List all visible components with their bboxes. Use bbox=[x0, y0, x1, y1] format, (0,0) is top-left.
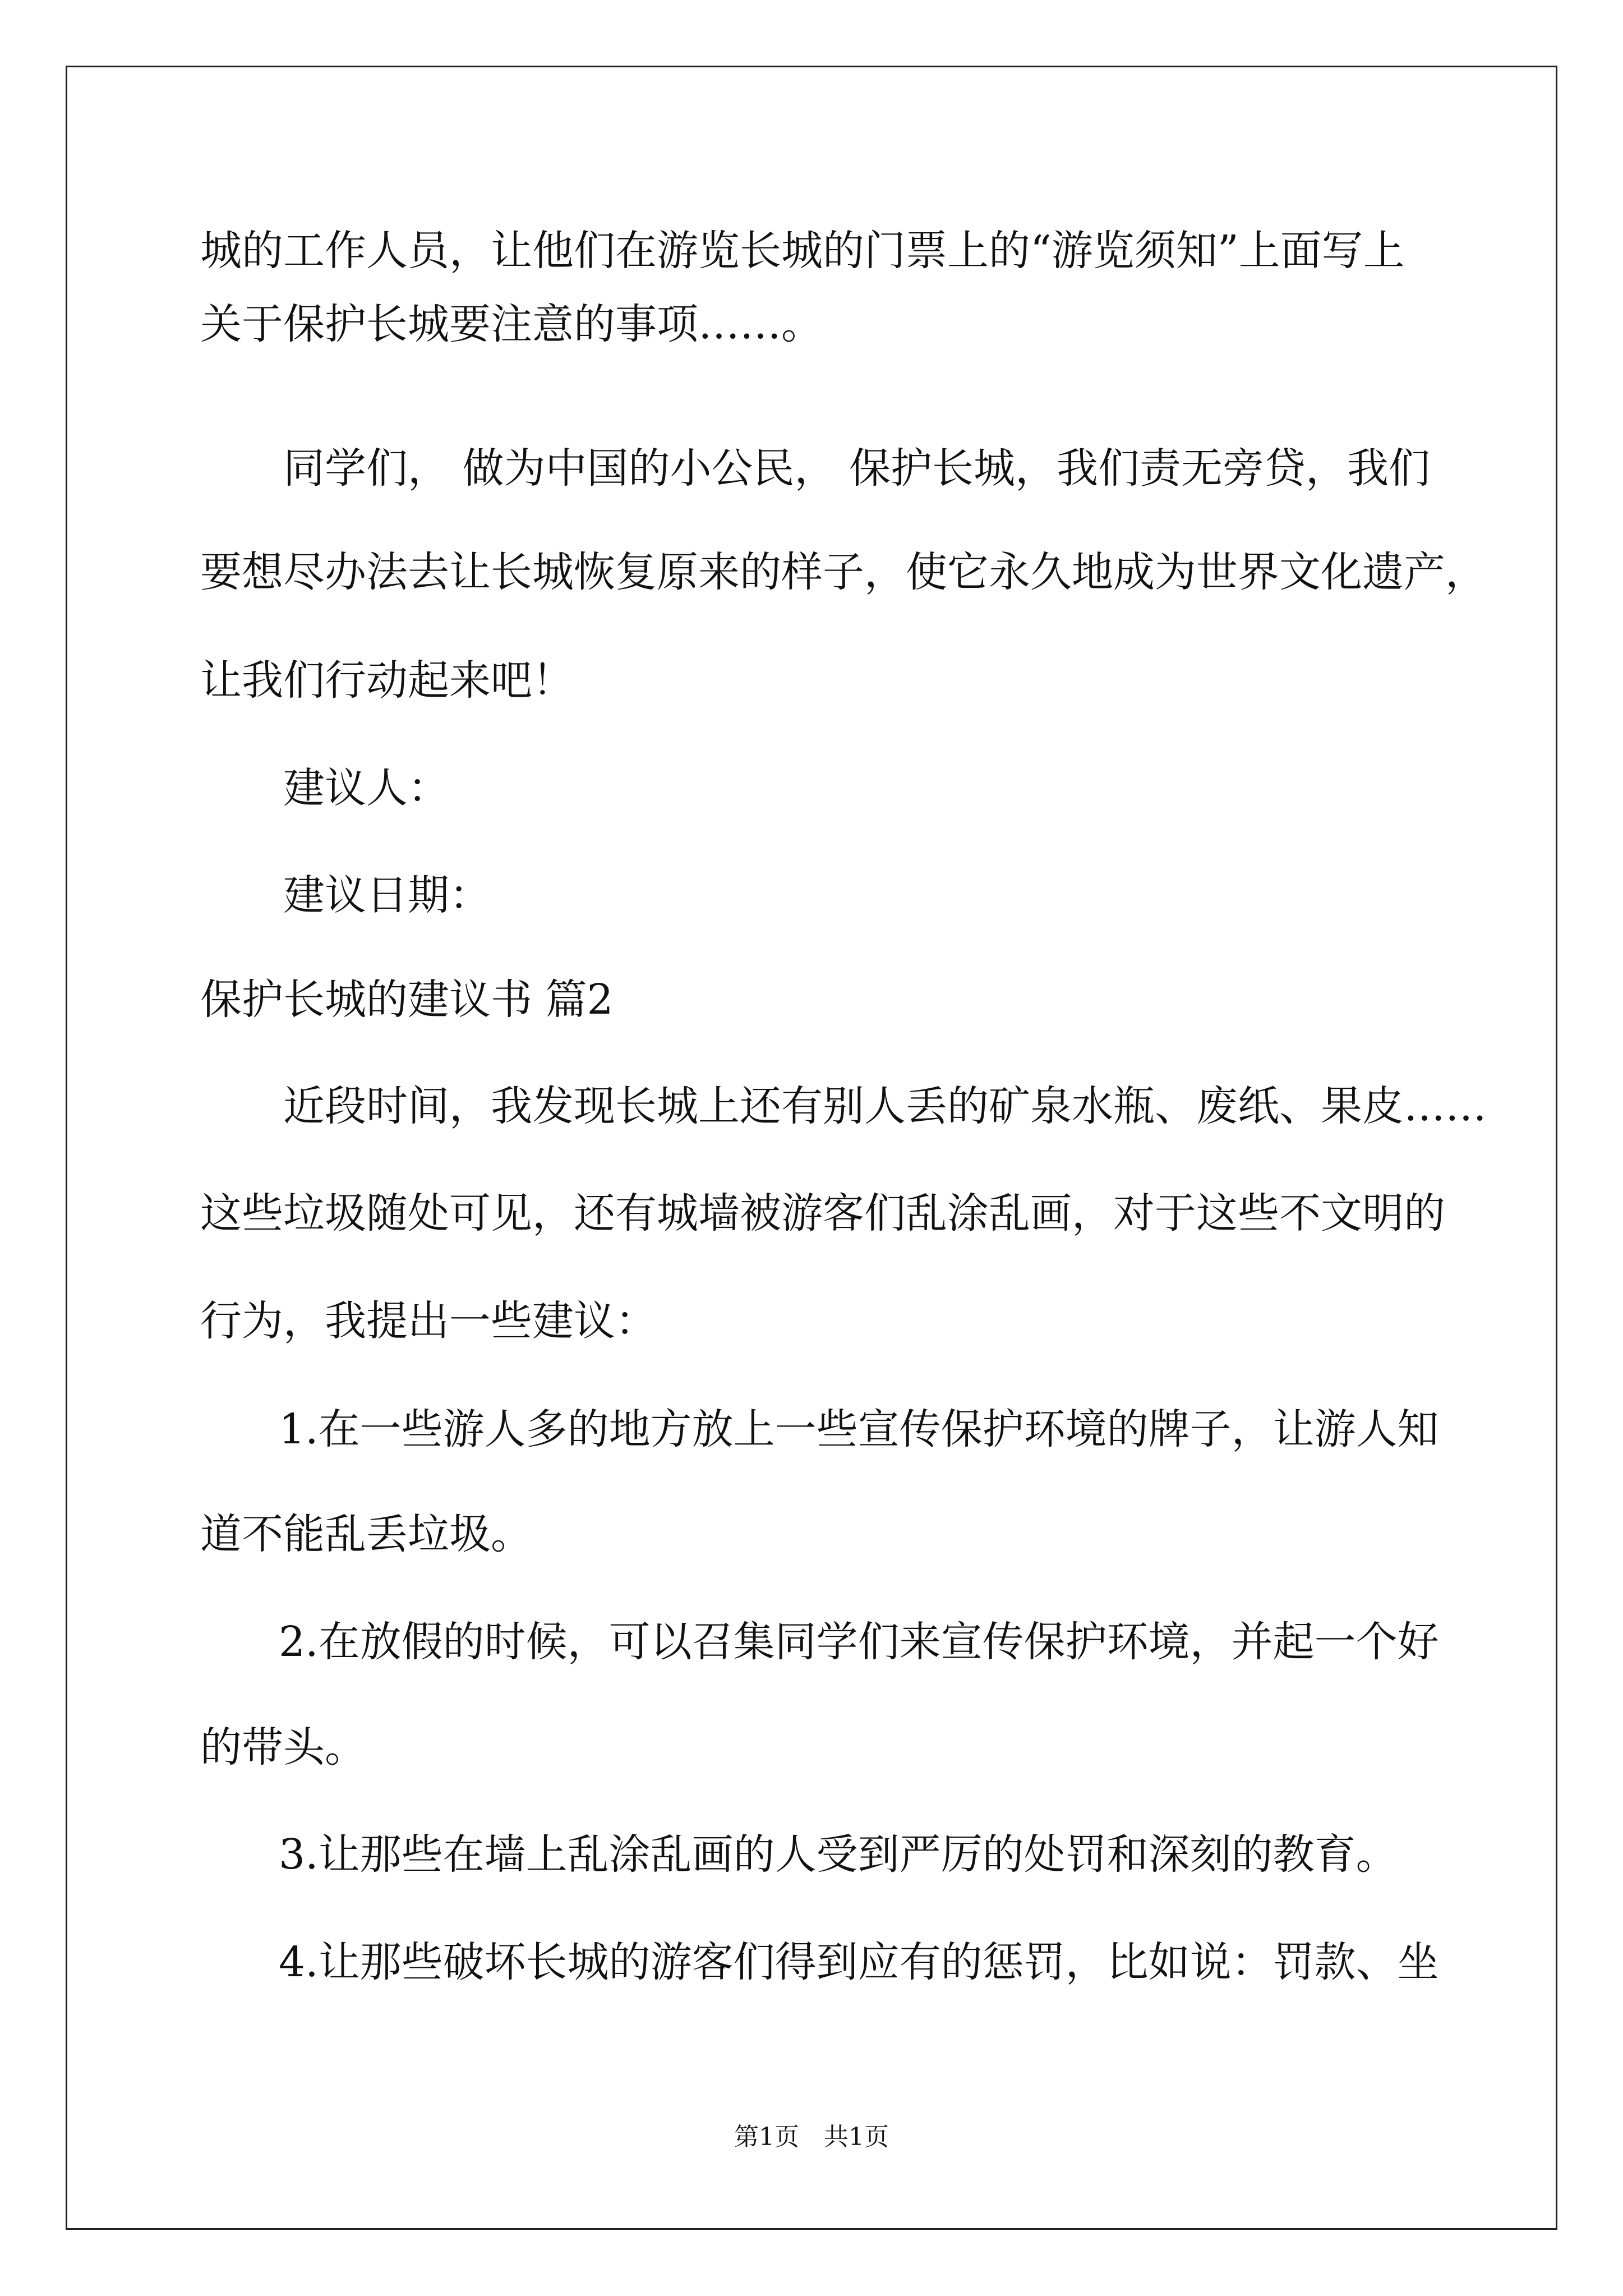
body-line-5: 让我们行动起来吧！ bbox=[200, 656, 574, 705]
suggestion-3: 3.让那些在墙上乱涂乱画的人受到严厉的处罚和深刻的教育。 bbox=[279, 1830, 1398, 1879]
body-line-3: 同学们， 做为中国的小公民， 保护长城，我们责无旁贷，我们 bbox=[283, 444, 1431, 493]
suggestion-4-line-1: 4.让那些破坏长城的游客们得到应有的惩罚，比如说：罚款、坐 bbox=[279, 1938, 1439, 1986]
signer-label: 建议人： bbox=[283, 764, 449, 812]
date-label: 建议日期： bbox=[283, 871, 491, 919]
suggestion-1-line-1: 1.在一些游人多的地方放上一些宣传保护环境的牌子，让游人知 bbox=[279, 1405, 1439, 1453]
body-line-2: 关于保护长城要注意的事项……。 bbox=[200, 300, 823, 348]
body-line-11: 行为，我提出一些建议： bbox=[200, 1297, 657, 1345]
body-line-9: 近段时间，我发现长城上还有别人丢的矿泉水瓶、废纸、果皮…… bbox=[283, 1082, 1487, 1130]
suggestion-1-line-2: 道不能乱丢垃圾。 bbox=[200, 1510, 532, 1558]
suggestion-2-line-1: 2.在放假的时候，可以召集同学们来宣传保护环境，并起一个好 bbox=[279, 1618, 1439, 1666]
suggestion-2-line-2: 的带头。 bbox=[200, 1723, 366, 1772]
page-border bbox=[66, 66, 1557, 2230]
page-footer: 第1页 共1页 bbox=[734, 2123, 889, 2151]
body-line-4: 要想尽办法去让长城恢复原来的样子，使它永久地成为世界文化遗产， bbox=[200, 548, 1487, 596]
body-line-1: 城的工作人员，让他们在游览长城的门票上的“游览须知”上面写上 bbox=[200, 227, 1405, 275]
body-line-10: 这些垃圾随处可见，还有城墙被游客们乱涂乱画，对于这些不文明的 bbox=[200, 1189, 1445, 1237]
section-heading: 保护长城的建议书 篇2 bbox=[200, 976, 614, 1024]
